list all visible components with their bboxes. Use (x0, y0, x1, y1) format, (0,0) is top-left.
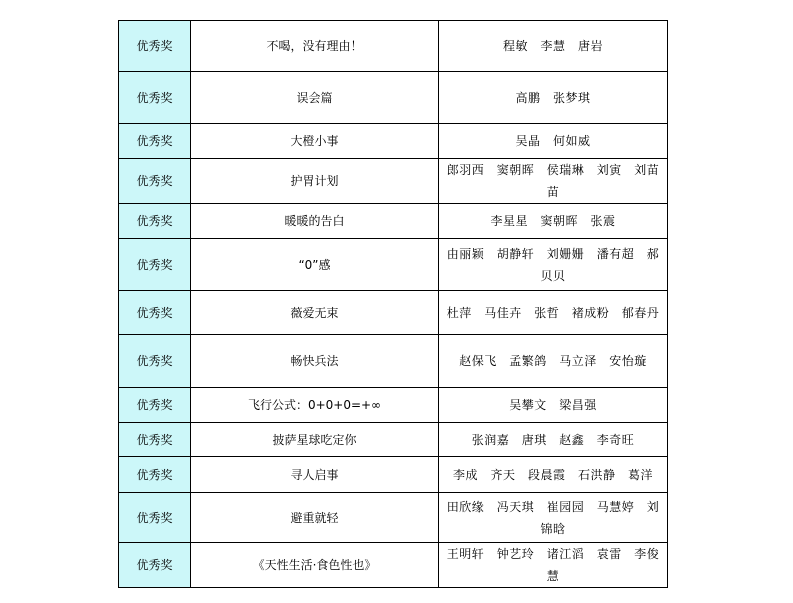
members-cell: 杜萍 马佳卉 张哲 褚成粉 郁春丹 (439, 291, 668, 335)
table-row (119, 204, 668, 239)
title-cell: 寻人启事 (191, 457, 439, 493)
award-cell: 优秀奖 (119, 543, 191, 588)
award-cell: 优秀奖 (119, 493, 191, 543)
table-row (119, 457, 668, 493)
table-row (119, 124, 668, 159)
title-cell: 暖暖的告白 (191, 204, 439, 239)
title-cell: 薇爱无束 (191, 291, 439, 335)
title-cell: 避重就轻 (191, 493, 439, 543)
members-cell: 吴晶 何如威 (439, 124, 668, 159)
title-cell: 飞行公式：0+0+0=+∞ (191, 388, 439, 423)
award-cell: 优秀奖 (119, 21, 191, 72)
table-row (119, 159, 668, 204)
table-row (119, 423, 668, 457)
members-cell: 田欣缘 冯天琪 崔园园 马慧婷 刘锦晗 (439, 493, 668, 543)
title-cell: 畅快兵法 (191, 335, 439, 388)
table-row (119, 291, 668, 335)
award-cell: 优秀奖 (119, 204, 191, 239)
members-cell: 程敏 李慧 唐岩 (439, 21, 668, 72)
title-cell: 《天性生活·食色性也》 (191, 543, 439, 588)
award-cell: 优秀奖 (119, 388, 191, 423)
members-cell: 李成 齐天 段晨霞 石洪静 葛洋 (439, 457, 668, 493)
awards-table (118, 20, 668, 588)
table-row (119, 493, 668, 543)
title-cell: 披萨星球吃定你 (191, 423, 439, 457)
members-cell: 李星星 窦朝晖 张震 (439, 204, 668, 239)
title-cell: “0”感 (191, 239, 439, 291)
table-row (119, 543, 668, 588)
award-cell: 优秀奖 (119, 159, 191, 204)
title-cell: 不喝，没有理由！ (191, 21, 439, 72)
award-cell: 优秀奖 (119, 423, 191, 457)
award-cell: 优秀奖 (119, 291, 191, 335)
title-cell: 护胃计划 (191, 159, 439, 204)
table-row (119, 335, 668, 388)
table-row (119, 72, 668, 124)
members-cell: 高鹏 张梦琪 (439, 72, 668, 124)
members-cell: 赵保飞 孟繁鸽 马立泽 安怡璇 (439, 335, 668, 388)
award-cell: 优秀奖 (119, 457, 191, 493)
table-row (119, 388, 668, 423)
award-cell: 优秀奖 (119, 239, 191, 291)
members-cell: 王明轩 钟艺玲 诸江滔 袁雷 李俊慧 (439, 543, 668, 588)
title-cell: 误会篇 (191, 72, 439, 124)
title-cell: 大橙小事 (191, 124, 439, 159)
awards-table-body (119, 21, 668, 588)
award-cell: 优秀奖 (119, 335, 191, 388)
table-row (119, 239, 668, 291)
table-row (119, 21, 668, 72)
members-cell: 吴攀文 梁昌强 (439, 388, 668, 423)
award-cell: 优秀奖 (119, 72, 191, 124)
award-cell: 优秀奖 (119, 124, 191, 159)
members-cell: 郎羽西 窦朝晖 侯瑞琳 刘寅 刘苗苗 (439, 159, 668, 204)
members-cell: 张润嘉 唐琪 赵鑫 李奇旺 (439, 423, 668, 457)
members-cell: 由丽颖 胡静轩 刘姗姗 潘有超 郝贝贝 (439, 239, 668, 291)
